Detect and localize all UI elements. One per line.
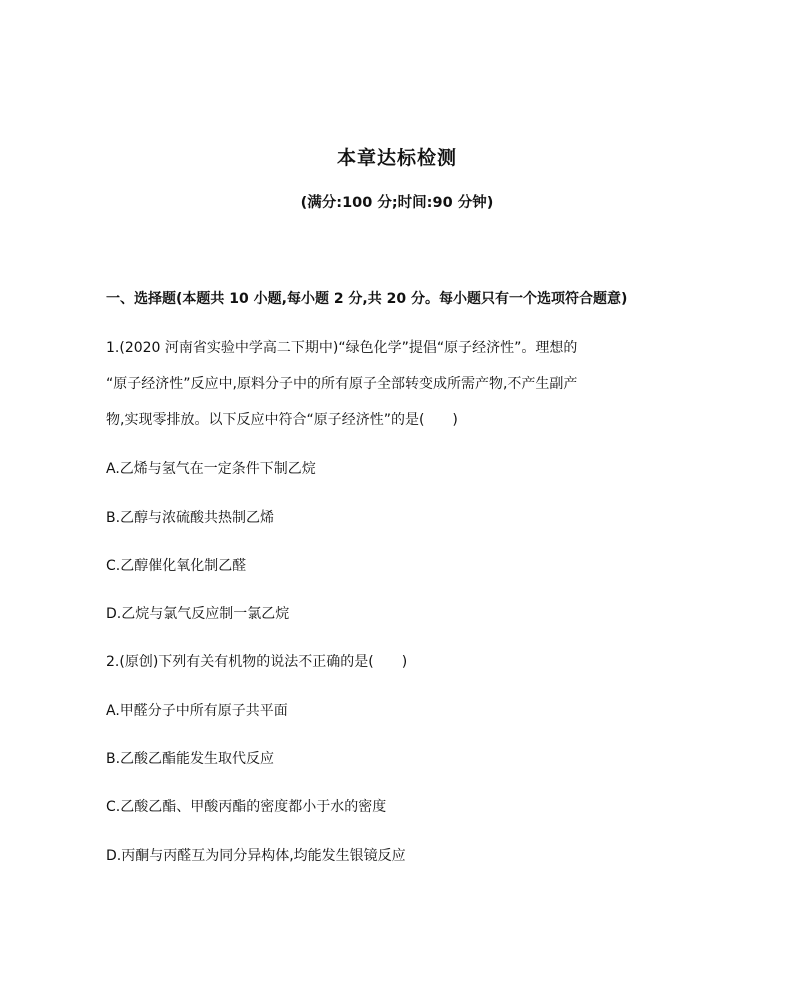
question-2-option-b: B.乙酸乙酯能发生取代反应 [106,751,275,767]
question-1-option-d: D.乙烷与氯气反应制一氯乙烷 [106,606,290,622]
question-1-stem-line-2: “原子经济性”反应中,原料分子中的所有原子全部转变成所需产物,不产生副产 [106,376,578,392]
question-2-option-a: A.甲醛分子中所有原子共平面 [106,703,288,719]
question-1-option-c: C.乙醇催化氧化制乙醛 [106,558,247,574]
question-2-stem-line-1: 2.(原创)下列有关有机物的说法不正确的是( ) [106,654,408,670]
question-2-option-c: C.乙酸乙酯、甲酸丙酯的密度都小于水的密度 [106,799,387,815]
section-heading: 一、选择题(本题共 10 小题,每小题 2 分,共 20 分。每小题只有一个选项符合题意) [106,291,628,307]
question-1-option-b: B.乙醇与浓硫酸共热制乙烯 [106,510,275,526]
exam-info: (满分:100 分;时间:90 分钟) [300,195,494,211]
question-1-stem-line-1: 1.(2020 河南省实验中学高二下期中)“绿色化学”提倡“原子经济性”。理想的 [106,340,578,356]
page-title: 本章达标检测 [336,147,457,169]
question-1-option-a: A.乙烯与氢气在一定条件下制乙烷 [106,461,316,477]
question-2-option-d: D.丙酮与丙醛互为同分异构体,均能发生银镜反应 [106,848,406,864]
question-1-stem-line-3: 物,实现零排放。以下反应中符合“原子经济性”的是( ) [106,412,458,428]
